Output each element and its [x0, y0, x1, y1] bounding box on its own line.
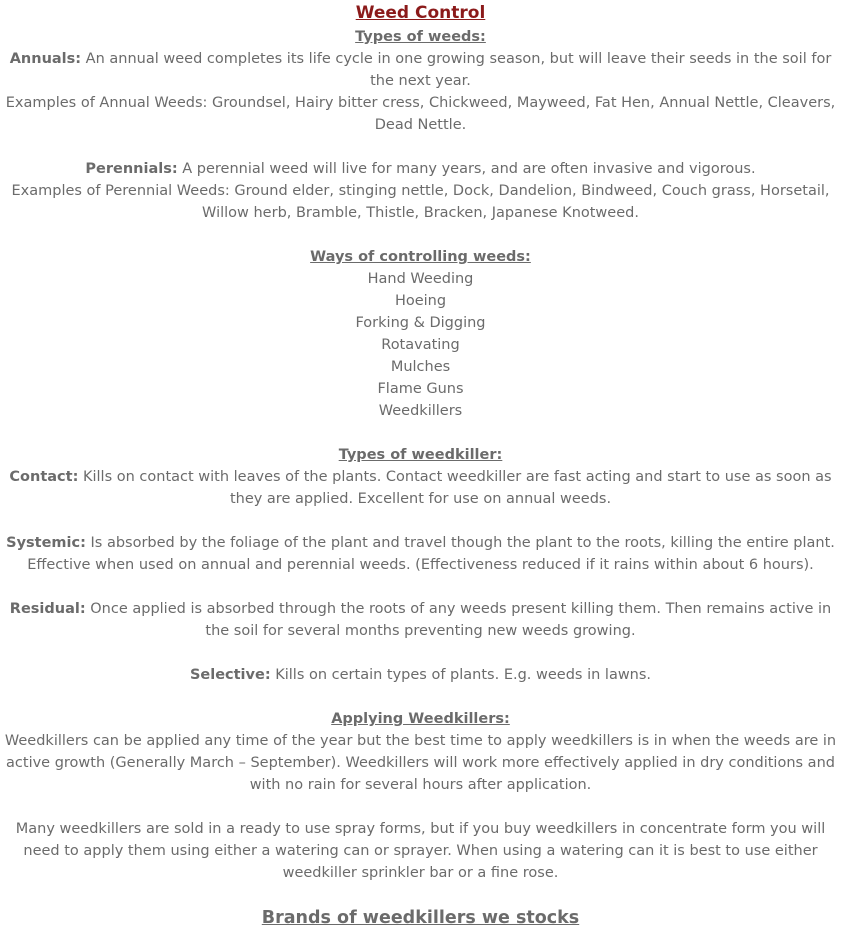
perennials-label: Perennials:: [85, 161, 178, 177]
spacer: [0, 796, 841, 818]
selective-text: Kills on certain types of plants. E.g. weeds in lawns.: [270, 667, 652, 683]
contact-label: Contact:: [9, 469, 79, 485]
page-title: Weed Control: [355, 3, 486, 23]
applying-paragraph-1: Weedkillers can be applied any time of the year but the best time to apply weedkillers is in when the weeds are in active growth (Generally March – September). Weedkillers will work more effectively applied in dry conditions and with no rain for several hours after application.: [4, 733, 837, 793]
selective-paragraph: [0, 664, 841, 686]
applying-heading: Applying Weedkillers:: [331, 711, 510, 727]
systemic-label: Systemic:: [6, 535, 86, 551]
perennials-text: A perennial weed will live for many years, and are often invasive and vigorous.: [177, 161, 756, 177]
spacer: [0, 136, 841, 158]
ways-heading: Ways of controlling weeds:: [310, 249, 531, 265]
spacer: [0, 642, 841, 664]
list-item: Hoeing: [394, 293, 447, 309]
residual-text: Once applied is absorbed through the roots of any weeds present killing them. Then remains active in the soil for several months preventing new weeds growing.: [85, 601, 832, 639]
contact-text: Kills on contact with leaves of the plants. Contact weedkiller are fast acting and start to use as soon as they are applied. Excellent for use on annual weeds.: [78, 469, 832, 507]
spacer: [0, 884, 841, 906]
weedkiller-types-heading: Types of weedkiller:: [338, 447, 503, 463]
systemic-paragraph: [0, 532, 841, 576]
contact-paragraph: [0, 466, 841, 510]
systemic-text: Is absorbed by the foliage of the plant and travel though the plant to the roots, killing the entire plant. Effective when used on annual and perennial weeds. (Effectiveness reduced if it rains within about 6 hours).: [27, 535, 835, 573]
spacer: [0, 224, 841, 246]
applying-paragraph-2: Many weedkillers are sold in a ready to use spray forms, but if you buy weedkillers in concentrate form you will need to apply them using either a watering can or sprayer. When using a watering can it is best to use either weedkiller sprinkler bar or a fine rose.: [15, 821, 826, 881]
annuals-examples: Examples of Annual Weeds: Groundsel, Hairy bitter cress, Chickweed, Mayweed, Fat Hen, Annual Nettle, Cleavers, Dead Nettle.: [5, 95, 836, 133]
selective-label: Selective:: [189, 667, 271, 683]
perennials-examples: Examples of Perennial Weeds: Ground elder, stinging nettle, Dock, Dandelion, Bindweed, Couch grass, Horsetail, Willow herb, Bramble, Thistle, Bracken, Japanese Knotweed.: [11, 183, 830, 221]
list-item: Forking & Digging: [355, 315, 486, 331]
annuals-text: An annual weed completes its life cycle in one growing season, but will leave their seeds in the soil for the next year.: [81, 51, 832, 89]
ways-list: [0, 268, 841, 422]
list-item: Weedkillers: [378, 403, 463, 419]
perennials-paragraph: [0, 158, 841, 180]
types-of-weeds-heading: Types of weeds:: [355, 29, 486, 45]
list-item: Rotavating: [381, 337, 460, 353]
spacer: [0, 686, 841, 708]
spacer: [0, 422, 841, 444]
list-item: Flame Guns: [377, 381, 464, 397]
list-item: Mulches: [390, 359, 451, 375]
brands-heading: Brands of weedkillers we stocks: [261, 908, 580, 928]
annuals-label: Annuals:: [9, 51, 82, 67]
residual-paragraph: [0, 598, 841, 642]
spacer: [0, 510, 841, 532]
residual-label: Residual:: [9, 601, 86, 617]
annuals-paragraph: [0, 48, 841, 92]
list-item: Hand Weeding: [367, 271, 474, 287]
spacer: [0, 576, 841, 598]
